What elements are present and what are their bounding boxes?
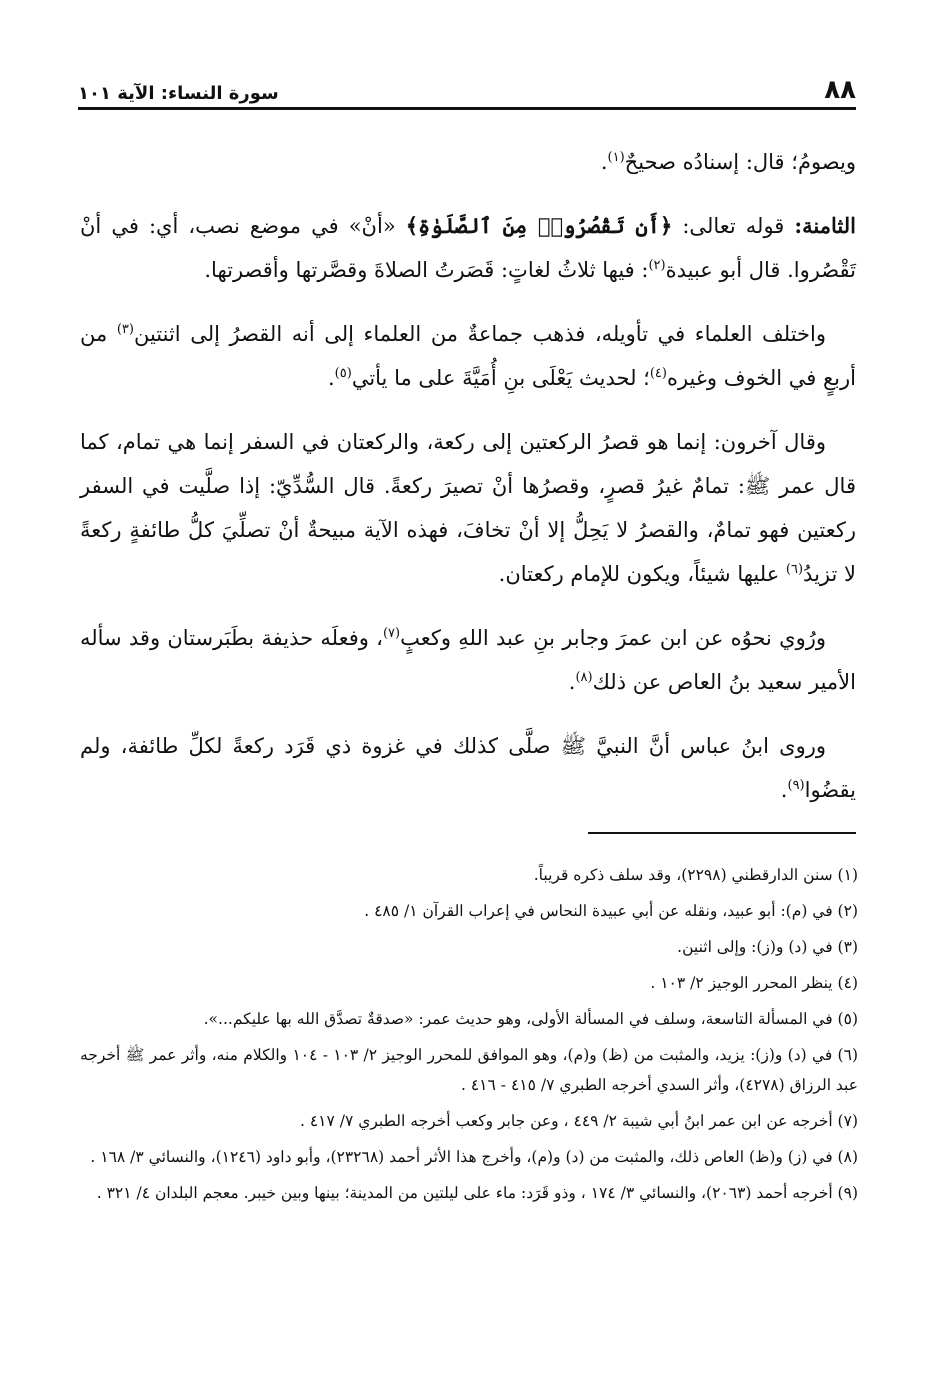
paragraph-text: ورُوي نحوُه عن ابن عمرَ وجابر بنِ عبد اللهِ وكعبٍ — [400, 626, 827, 650]
main-text — [80, 140, 856, 832]
quran-verse: ﴿أَن تَقْصُرُوا۟ مِنَ ٱلصَّلَوٰةِ﴾ — [405, 213, 673, 238]
footnote-7: (٧) أخرجه عن ابن عمر ابنُ أبي شيبة ٢/ ٤٤٩ ، وعن جابر وكعب أخرجه الطبري ٧/ ٤١٧ . — [299, 1112, 858, 1130]
paragraph-text: وقال آخرون: إنما هو قصرُ الركعتين إلى ركعة، والركعتان في السفر إنما هي تمام، كما قال عمر ﷺ: تمامٌ غيرُ قصرٍ، وقصرُها أنْ تصيرَ ركعةً. قال السُّدِّيّ: إذا صلَّيت في السفر ركعتين فهو تمامٌ، والقصرُ لا يَحِلُّ إلا أنْ تخافَ، فهذه الآية مبيحةٌ أنْ تصلِّيَ كلُّ طائفةٍ ركعةً لا تزيدُ — [80, 430, 856, 586]
paragraph-1 — [80, 140, 856, 184]
paragraph-2 — [80, 204, 856, 292]
paragraph-text: . — [780, 778, 788, 802]
footnote-4: (٤) ينظر المحرر الوجيز ٢/ ١٠٣ . — [650, 974, 858, 992]
paragraph-6 — [80, 724, 856, 812]
footnote-3: (٣) في (د) و(ز): وإلى اثنين. — [677, 938, 858, 956]
paragraph-text: واختلف العلماء في تأويله، فذهب جماعةٌ من العلماء إلى أنه القصرُ إلى اثنتين — [133, 322, 826, 346]
footnote-ref: (٩) — [787, 778, 805, 793]
paragraph-text: وروى ابنُ عباس أنَّ النبيَّ ﷺ صلَّى كذلك في غزوة ذي قَرَد ركعةً لكلِّ طائفة، ولم يقضُوا — [80, 734, 856, 802]
paragraph-text: من أربعٍ في الخوف وغيره — [80, 322, 856, 390]
paragraph-text: . — [327, 366, 335, 390]
paragraph-4 — [80, 420, 856, 596]
running-title: سورة النساء: الآية ١٠١ — [78, 83, 279, 104]
paragraph-3 — [80, 312, 856, 400]
paragraph-text: ، وفعلَه حذيفة بطَبَرستان وقد سأله الأمير سعيد بنُ العاص عن ذلك — [80, 626, 856, 694]
footnote-6: (٦) في (د) و(ز): يزيد، والمثبت من (ظ) و(م)، وهو الموافق للمحرر الوجيز ٢/ ١٠٣ - ١٠٤ والكلام منه، وأثر عمر ﷺ أخرجه عبد الرزاق (٤٢٧٨)، وأثر السدي أخرجه الطبري ٧/ ٤١٥ - ٤١٦ . — [80, 1046, 858, 1094]
footnote-ref: (٣) — [116, 322, 134, 337]
footnote-ref: (٦) — [785, 562, 804, 577]
footnote-ref: (٨) — [575, 670, 593, 685]
footnote-2: (٢) في (م): أبو عبيد، ونقله عن أبي عبيدة النحاس في إعراب القرآن ١/ ٤٨٥ . — [364, 902, 858, 920]
paragraph-text: ويصومُ؛ قال: إسنادُه صحيحٌ — [624, 150, 856, 174]
footnote-ref: (٧) — [382, 626, 401, 641]
footnote-1: (١) سنن الدارقطني (٢٢٩٨)، وقد سلف ذكره قريباً. — [533, 866, 858, 884]
paragraph-end: . — [600, 150, 608, 174]
paragraph-text: عليها شيئاً، ويكون للإمام ركعتان. — [498, 562, 786, 586]
footnote-9: (٩) أخرجه أحمد (٢٠٦٣)، والنسائي ٣/ ١٧٤ ، وذو قَرَد: ماء على ليلتين من المدينة؛ بينها وبين خيبر. معجم البلدان ٤/ ٣٢١ . — [96, 1184, 858, 1202]
paragraph-text: : فيها ثلاثُ لغاتٍ: قَصَرتُ الصلاةَ وقصَّرتها وأقصرتها. — [204, 258, 649, 282]
footnote-8: (٨) في (ز) و(ظ) العاص ذلك، والمثبت من (د) و(م)، وأخرج هذا الأثر أحمد (٢٣٢٦٨)، وأبو داود (١٢٤٦)، والنسائي ٣/ ١٦٨ . — [90, 1148, 858, 1166]
page-header — [78, 70, 856, 110]
footnote-ref: (٢) — [648, 258, 666, 273]
paragraph-text: قوله تعالى: — [672, 214, 795, 238]
paragraph-text: . — [568, 670, 576, 694]
paragraph-text: «أنْ» في موضع نصب، أي: في أنْ تَقْصُروا. قال أبو عبيدة — [80, 214, 856, 282]
footnote-ref: (٤) — [649, 366, 667, 381]
footnote-ref: (٥) — [334, 366, 352, 381]
footnote-ref: (١) — [607, 150, 625, 165]
paragraph-5 — [80, 616, 856, 704]
footnote-5: (٥) في المسألة التاسعة، وسلف في المسألة الأولى، وهو حديث عمر: «صدقةٌ تصدَّق الله بها عليكم...». — [203, 1010, 858, 1028]
paragraph-text: ؛ لحديث يَعْلَى بنِ أُمَيَّةَ على ما يأتي — [351, 366, 650, 390]
page-number: ٨٨ — [824, 75, 856, 105]
footnotes — [80, 860, 858, 1214]
footnote-divider — [588, 832, 856, 834]
section-lead: الثامنة: — [794, 213, 856, 238]
